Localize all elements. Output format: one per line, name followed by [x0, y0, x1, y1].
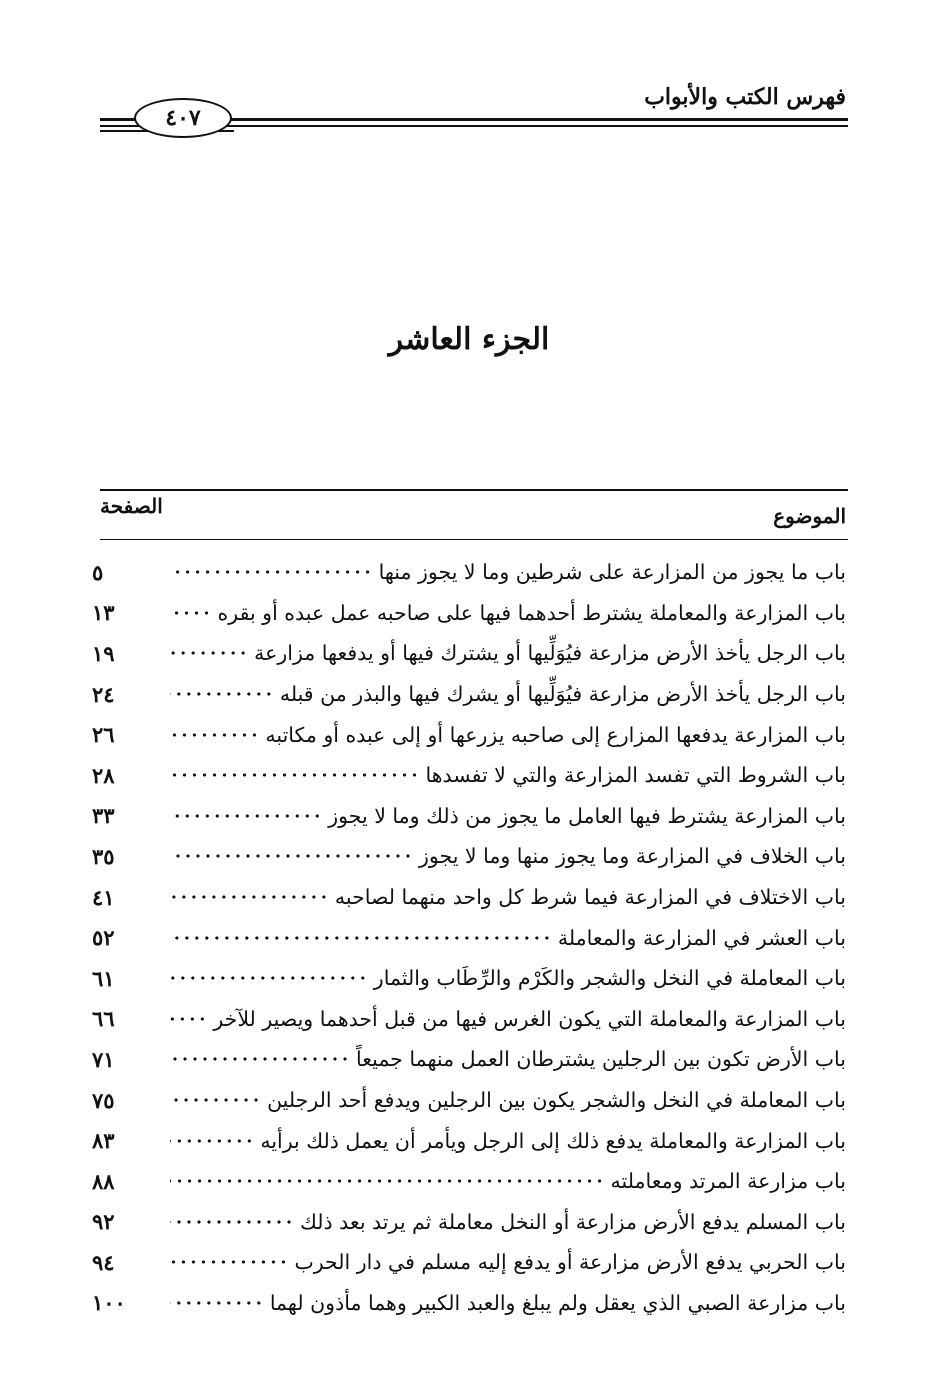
toc-entry[interactable]	[92, 552, 846, 593]
entry-page: ٣٥	[92, 843, 115, 869]
topic-column-header: الموضوع	[773, 504, 846, 528]
page-number: ٤٠٧	[165, 105, 201, 131]
toc-entry[interactable]	[92, 1161, 846, 1202]
table-top-rule	[100, 489, 848, 491]
dot-leader	[170, 1257, 288, 1267]
toc-entries	[92, 552, 846, 1323]
entry-page: ٥٢	[92, 925, 115, 951]
entry-page: ٧٥	[92, 1087, 115, 1113]
toc-entry[interactable]	[92, 1080, 846, 1121]
entry-title: باب الرجل يأخذ الأرض مزارعة فيُوَلِّيها أو يشرك فيها والبذر من قبله	[279, 682, 846, 707]
toc-entry[interactable]	[92, 1039, 846, 1080]
entry-title: باب المعاملة في النخل والشجر يكون بين الرجلين ويدفع أحد الرجلين	[267, 1088, 846, 1113]
dot-leader	[170, 608, 212, 618]
table-header-rule	[100, 539, 848, 540]
toc-entry[interactable]	[92, 1202, 846, 1243]
dot-leader	[170, 811, 322, 821]
entry-title: باب المعاملة في النخل والشجر والكَرْم والرِّطَاب والثمار	[373, 966, 846, 991]
entry-page: ٦١	[92, 965, 115, 991]
entry-page: ٢٤	[92, 681, 115, 707]
page-column-header: الصفحة	[100, 494, 163, 518]
entry-title: باب الأرض تكون بين الرجلين يشترطان العمل منهما جميعاً	[356, 1047, 846, 1072]
dot-leader	[170, 892, 329, 902]
entry-page: ٣٣	[92, 803, 115, 829]
dot-leader	[170, 1095, 261, 1105]
dot-leader	[170, 648, 248, 658]
dot-leader	[170, 1176, 605, 1186]
dot-leader	[170, 567, 373, 577]
page-number-badge	[134, 98, 232, 138]
entry-page: ٩٢	[92, 1209, 115, 1235]
entry-title: باب العشر في المزارعة والمعاملة	[557, 925, 846, 950]
entry-title: باب المزارعة يشترط فيها العامل ما يجوز من ذلك وما لا يجوز	[328, 803, 846, 828]
entry-title: باب الرجل يأخذ الأرض مزارعة فيُوَلِّيها أو يشترك فيها أو يدفعها مزارعة	[254, 641, 846, 666]
dot-leader	[170, 1014, 207, 1024]
entry-page: ١٩	[92, 640, 115, 666]
dot-leader	[170, 933, 552, 943]
entry-page: ٨٨	[92, 1168, 115, 1194]
toc-entry[interactable]	[92, 714, 846, 755]
entry-page: ٤١	[92, 884, 115, 910]
toc-entry[interactable]	[92, 755, 846, 796]
toc-entry[interactable]	[92, 917, 846, 958]
toc-entry[interactable]	[92, 1242, 846, 1283]
entry-title: باب المزارعة والمعاملة يشترط أحدهما فيها على صاحبه عمل عبده أو بقره	[217, 600, 846, 625]
entry-page: ١٠٠	[92, 1290, 126, 1316]
entry-title: باب مزارعة المرتد ومعاملته	[610, 1169, 846, 1194]
toc-entry[interactable]	[92, 999, 846, 1040]
entry-page: ٥	[92, 559, 104, 585]
entry-page: ٦٦	[92, 1006, 115, 1032]
toc-entry[interactable]	[92, 877, 846, 918]
toc-entry[interactable]	[92, 796, 846, 837]
dot-leader	[170, 1217, 294, 1227]
entry-title: باب المسلم يدفع الأرض مزارعة أو النخل معاملة ثم يرتد بعد ذلك	[300, 1209, 846, 1234]
entry-title: باب مزارعة الصبي الذي يعقل ولم يبلغ والعبد الكبير وهما مأذون لهما	[269, 1290, 846, 1315]
entry-title: باب الشروط التي تفسد المزارعة والتي لا تفسدها	[425, 763, 846, 788]
toc-entry[interactable]	[92, 836, 846, 877]
entry-title: باب الخلاف في المزارعة وما يجوز منها وما لا يجوز	[418, 844, 846, 869]
dot-leader	[170, 1054, 350, 1064]
entry-title: باب المزارعة والمعاملة التي يكون الغرس فيها من قبل أحدهما ويصير للآخر	[213, 1006, 846, 1031]
volume-title: الجزء العاشر	[388, 322, 550, 357]
toc-entry[interactable]	[92, 674, 846, 715]
entry-page: ١٣	[92, 600, 115, 626]
entry-title: باب ما يجوز من المزارعة على شرطين وما لا يجوز منها	[378, 560, 846, 585]
toc-entry[interactable]	[92, 1283, 846, 1324]
entry-page: ٧١	[92, 1046, 115, 1072]
toc-entry[interactable]	[92, 958, 846, 999]
toc-entry[interactable]	[92, 1120, 846, 1161]
dot-leader	[170, 770, 419, 780]
dot-leader	[170, 851, 413, 861]
entry-page: ٨٣	[92, 1128, 115, 1154]
entry-page: ٢٨	[92, 762, 115, 788]
dot-leader	[170, 973, 368, 983]
toc-entry[interactable]	[92, 593, 846, 634]
dot-leader	[170, 1298, 264, 1308]
dot-leader	[170, 1136, 254, 1146]
entry-page: ٩٤	[92, 1249, 115, 1275]
entry-title: باب المزارعة والمعاملة يدفع ذلك إلى الرجل ويأمر أن يعمل ذلك برأيه	[260, 1128, 846, 1153]
entry-title: باب الاختلاف في المزارعة فيما شرط كل واحد منهما لصاحبه	[334, 885, 846, 910]
entry-title: باب الحربي يدفع الأرض مزارعة أو يدفع إليه مسلم في دار الحرب	[294, 1250, 846, 1275]
dot-leader	[170, 689, 274, 699]
running-header-title: فهرس الكتب والأبواب	[644, 84, 846, 110]
entry-title: باب المزارعة يدفعها المزارع إلى صاحبه يزرعها أو إلى عبده أو مكاتبه	[265, 722, 846, 747]
dot-leader	[170, 730, 259, 740]
toc-entry[interactable]	[92, 633, 846, 674]
entry-page: ٢٦	[92, 722, 115, 748]
